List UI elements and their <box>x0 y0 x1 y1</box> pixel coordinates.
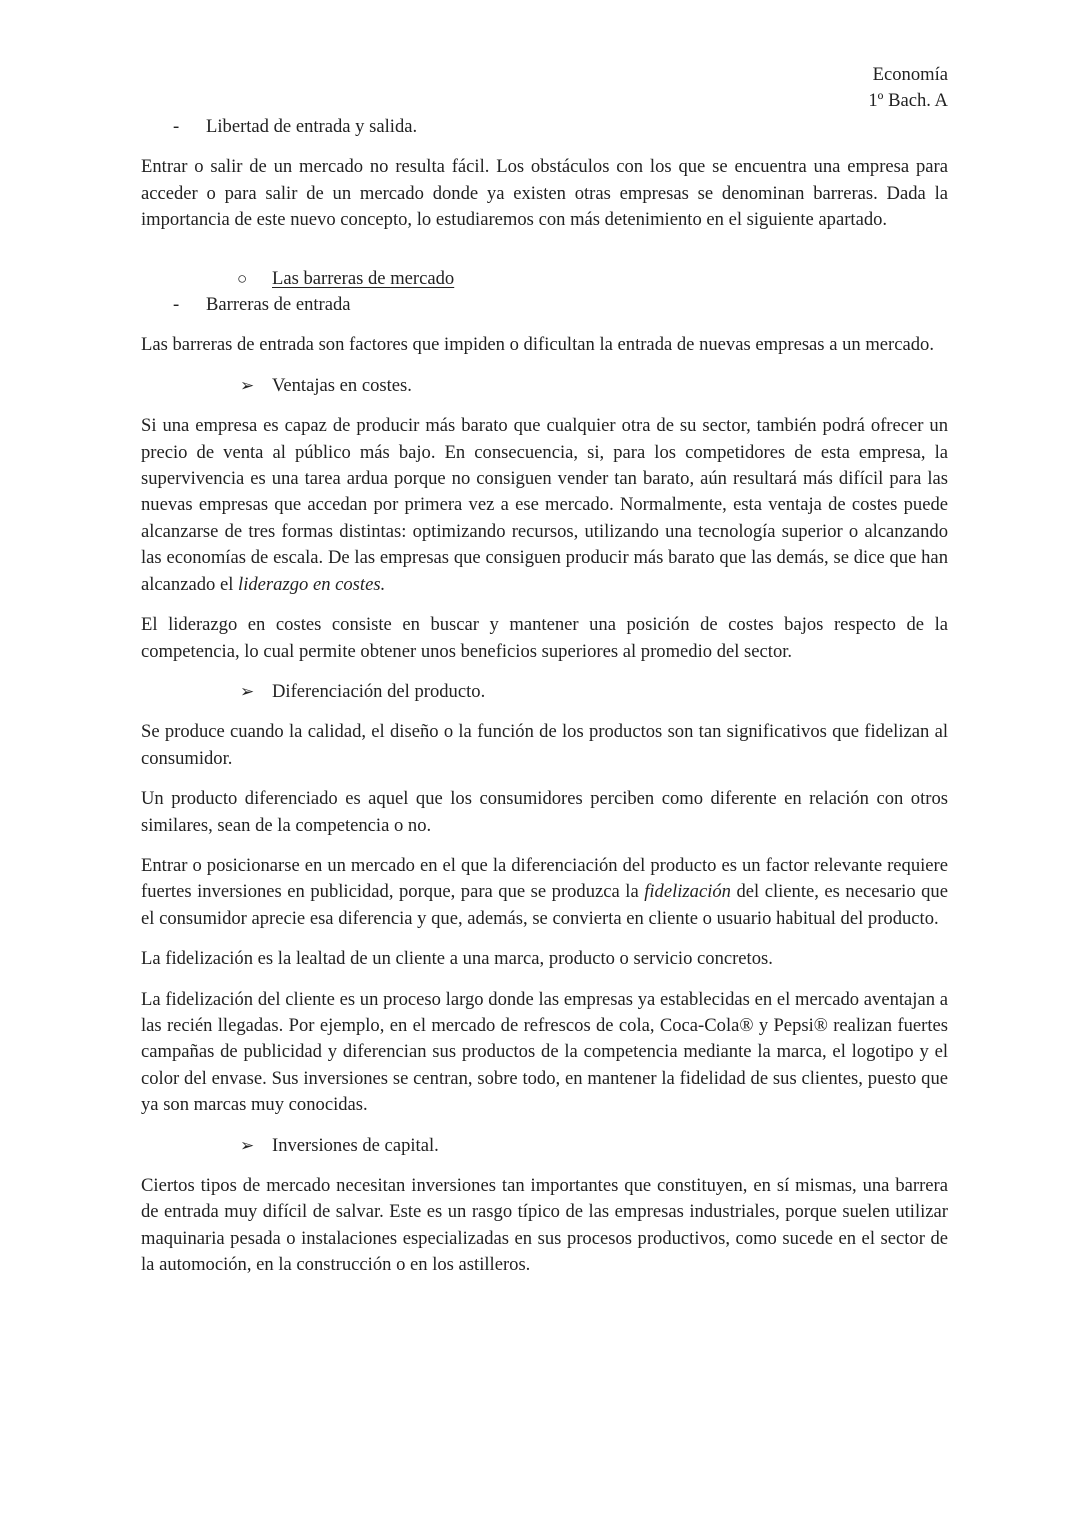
header-course: 1º Bach. A <box>868 90 948 111</box>
arrow-bullet-icon: ➢ <box>240 681 255 701</box>
arrow-bullet-icon: ➢ <box>240 1135 255 1155</box>
paragraph-fidelizacion-ejemplo: La fidelización del cliente es un proceso largo donde las empresas ya establecidas en el mercado aventajan a las recién llegadas. Por ejemplo, en el mercado de refrescos de cola, Coca-Cola® y Pepsi® realizan fuertes campañas de publicidad y diferencian sus productos de la competencia mediante la marca, el logotipo y el color del envase. Sus inversiones se centran, sobre todo, en mantener la fidelidad de sus clientes, puesto que ya son marcas muy conocidas. <box>141 988 948 1116</box>
subheading-inversiones-capital <box>141 1133 948 1159</box>
paragraph-inversiones-capital: Ciertos tipos de mercado necesitan inversiones tan importantes que constituyen, en sí mismas, una barrera de entrada muy difícil de salvar. Este es un rasgo típico de las empresas industriales, porque suelen utilizar maquinaria pesada o instalaciones especializadas en sus procesos productivos, como sucede en el sector de la automoción, en la construcción o en los astilleros. <box>141 1175 948 1276</box>
circle-bullet: ○ <box>237 268 248 288</box>
paragraph-diferenciacion-2: Un producto diferenciado es aquel que los consumidores perciben como diferente en relación con otros similares, sean de la competencia o no. <box>141 788 948 836</box>
subheading-ventajas-costes <box>141 373 948 399</box>
subheading-ventajas-costes-label: Ventajas en costes. <box>272 374 412 396</box>
bullet-libertad-label: Libertad de entrada y salida. <box>206 116 418 137</box>
paragraph-diferenciacion-1: Se produce cuando la calidad, el diseño o la función de los productos son tan significativos que fidelizan al consumidor. <box>141 721 948 769</box>
subheading-barreras-mercado-label: Las barreras de mercado <box>272 267 455 289</box>
term-liderazgo-costes: liderazgo en costes. <box>238 573 386 595</box>
dash-bullet: - <box>173 294 180 316</box>
paragraph-diferenciacion-3 <box>141 853 948 932</box>
subheading-barreras-mercado <box>141 266 948 292</box>
paragraph-liderazgo-costes: El liderazgo en costes consiste en buscar y mantener una posición de costes bajos respecto de la competencia, lo cual permite obtener unos beneficios superiores al promedio del sector. <box>141 614 948 662</box>
subheading-diferenciacion <box>141 679 948 705</box>
subheading-inversiones-capital-label: Inversiones de capital. <box>272 1134 439 1156</box>
page-header <box>141 62 948 114</box>
header-subject: Economía <box>872 64 948 85</box>
bullet-barreras-entrada <box>141 292 948 318</box>
paragraph-diferenciacion-3-b: del cliente, es necesario que el consumidor aprecie esa diferencia y que, además, se convierta en cliente o usuario habitual del producto. <box>141 881 948 929</box>
arrow-bullet-icon: ➢ <box>240 375 255 395</box>
paragraph-ventajas-costes-text: Si una empresa es capaz de producir más barato que cualquier otra de su sector, también podrá ofrecer un precio de venta al público más bajo. En consecuencia, si, para los competidores de esta empresa, la supervivencia es una tarea ardua porque no consiguen vender tan barato, aún resultará más difícil para las nuevas empresas que accedan por primera vez a ese mercado. Normalmente, esta ventaja de costes puede alcanzarse de tres formas distintas: optimizando recursos, utilizando una tecnología superior o alcanzando las economías de escala. De las empresas que consiguen producir más barato que las demás, se dice que han alcanzado el <box>141 415 948 595</box>
paragraph-barreras-definicion: Las barreras de entrada son factores que impiden o dificultan la entrada de nuevas empresas a un mercado. <box>141 334 934 356</box>
paragraph-fidelizacion-definicion: La fidelización es la lealtad de un cliente a una marca, producto o servicio concretos. <box>141 948 773 970</box>
bullet-barreras-entrada-label: Barreras de entrada <box>206 294 351 316</box>
paragraph-diferenciacion-3-a: Entrar o posicionarse en un mercado en el que la diferenciación del producto es un factor relevante requiere fuertes inversiones en publicidad, porque, para que se produzca la <box>141 854 948 903</box>
paragraph-barreras-intro: Entrar o salir de un mercado no resulta fácil. Los obstáculos con los que se encuentra una empresa para acceder o para salir de un mercado donde ya existen otras empresas se denominan barreras. Dada la importancia de este nuevo concepto, lo estudiaremos con más detenimiento en el siguiente apartado. <box>141 156 948 231</box>
subheading-diferenciacion-label: Diferenciación del producto. <box>272 680 486 702</box>
document-page <box>141 62 948 1293</box>
term-fidelizacion: fidelización <box>644 881 731 903</box>
bullet-libertad <box>141 114 948 140</box>
dash-bullet: - <box>173 116 180 137</box>
paragraph-ventajas-costes <box>141 413 948 598</box>
